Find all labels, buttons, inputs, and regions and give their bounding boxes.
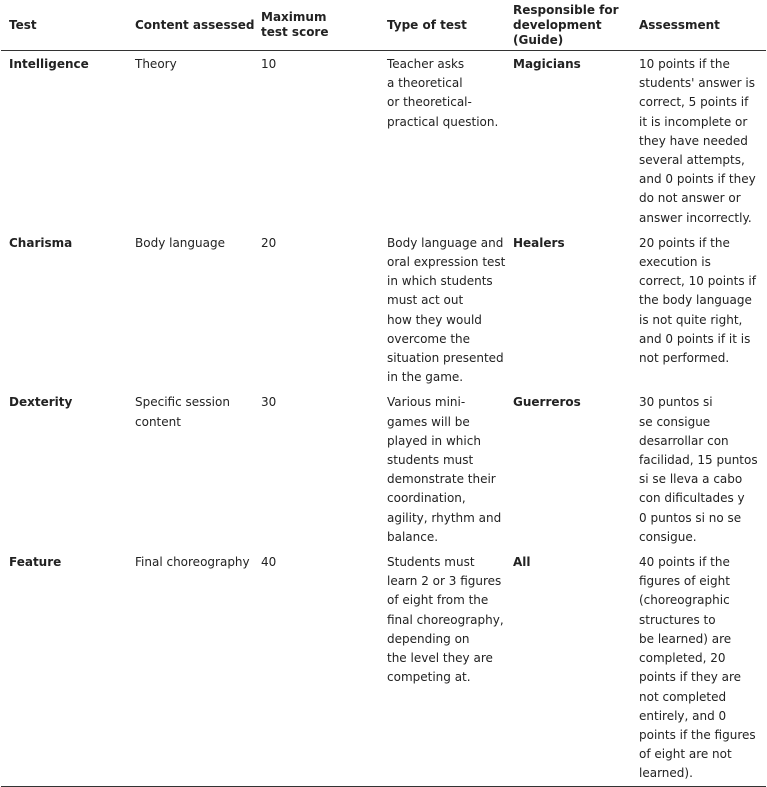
cell-line: overcome the (387, 331, 471, 346)
cell-type-of-test (379, 230, 505, 390)
cell-line: practical question. (387, 114, 499, 129)
header-text-line: development (513, 17, 602, 32)
cell-line: 10 points if the (639, 57, 730, 71)
cell-test: Feature (1, 549, 127, 786)
header-text-line: test score (261, 25, 329, 39)
cell-line: Specific session (135, 395, 230, 410)
cell-line: points if they are (639, 670, 742, 685)
cell-line: (choreographic (639, 593, 730, 608)
cell-line: entirely, and 0 (639, 708, 727, 723)
cell-line: se consigue (639, 414, 711, 429)
cell-line: figures of eight (639, 574, 730, 589)
cell-line: learn 2 or 3 figures (387, 574, 502, 589)
cell-maximum-score: 20 (261, 235, 277, 250)
table-body (1, 51, 766, 787)
assessment-table (1, 2, 766, 787)
cell-content-assessed (127, 230, 253, 390)
cell-line: Theory (135, 57, 177, 71)
cell-maximum-score: 10 (261, 57, 277, 71)
cell-line: of eight from the (387, 593, 489, 608)
cell-type-of-test (379, 389, 505, 549)
cell-line: final choreography, (387, 612, 504, 627)
cell-guide: Guerreros (513, 395, 581, 410)
cell-guide: All (505, 549, 631, 786)
cell-line: execution is (639, 255, 711, 270)
cell-line: Body language and (387, 235, 504, 250)
cell-line: si se lleva a cabo (639, 472, 743, 487)
cell-line: 0 puntos si no se (639, 510, 742, 525)
cell-line: a theoretical (387, 76, 463, 91)
cell-assessment (631, 389, 766, 549)
table-row (1, 51, 766, 230)
cell-line: played in which (387, 433, 481, 448)
table-row (1, 230, 766, 390)
cell-line: several attempts, (639, 153, 745, 168)
cell-line: depending on (387, 631, 470, 646)
cell-line: structures to (639, 612, 716, 627)
cell-line: of eight are not (639, 747, 732, 762)
cell-content-assessed (127, 389, 253, 549)
cell-line: correct, 10 points if (639, 274, 756, 289)
cell-line: or theoretical- (387, 95, 472, 110)
cell-line: desarrollar con (639, 433, 729, 448)
cell-line: correct, 5 points if (639, 95, 749, 110)
cell-line: facilidad, 15 puntos (639, 453, 758, 468)
table-row (1, 389, 766, 549)
cell-line: 20 points if the (639, 235, 730, 250)
header-text-line: Maximum (261, 10, 327, 24)
header-text-line: Type of test (387, 17, 467, 32)
cell-guide: Healers (513, 235, 565, 250)
cell-line: do not answer or (639, 191, 741, 206)
cell-line: balance. (387, 529, 439, 544)
cell-line: students must (387, 453, 474, 468)
cell-line: and 0 points if it is (639, 331, 751, 346)
cell-assessment (631, 230, 766, 390)
cell-maximum-score: 40 (253, 549, 379, 786)
cell-line: must act out (387, 293, 464, 308)
cell-line: Students must (387, 555, 475, 570)
cell-test: Intelligence (9, 57, 89, 71)
cell-assessment (631, 51, 766, 230)
header-content-assessed (127, 2, 253, 51)
cell-line: the level they are (387, 651, 493, 666)
cell-line: be learned) are (639, 631, 732, 646)
cell-line: not performed. (639, 351, 730, 366)
cell-assessment (631, 549, 766, 786)
cell-line: consigue. (639, 529, 697, 544)
cell-line: in which students (387, 274, 493, 289)
cell-line: demonstrate their (387, 472, 496, 487)
cell-line: agility, rhythm and (387, 510, 502, 525)
header-text-line: Content assessed (135, 17, 255, 32)
header-text-line: (Guide) (513, 32, 564, 47)
cell-line: in the game. (387, 370, 464, 385)
header-maximum-score (253, 2, 379, 51)
cell-line: is not quite right, (639, 312, 743, 327)
cell-content-assessed (127, 549, 253, 786)
header-text-line: Responsible for (513, 2, 619, 17)
cell-line: competing at. (387, 670, 471, 685)
header-test (1, 2, 127, 51)
cell-test: Charisma (9, 235, 73, 250)
cell-line: not completed (639, 689, 727, 704)
cell-line: situation presented (387, 351, 504, 366)
cell-line: it is incomplete or (639, 114, 748, 129)
cell-line: completed, 20 (639, 651, 726, 666)
cell-line: 40 points if the (639, 555, 730, 570)
header-responsible-guide (505, 2, 631, 51)
cell-line: coordination, (387, 491, 466, 506)
cell-line: oral expression test (387, 255, 506, 270)
cell-line: con dificultades y (639, 491, 745, 506)
cell-test: Dexterity (9, 395, 73, 410)
cell-line: content (135, 414, 181, 429)
cell-maximum-score: 30 (261, 395, 277, 410)
cell-line: points if the figures (639, 727, 756, 742)
header-text-line: Test (9, 17, 37, 32)
table-row (1, 549, 766, 786)
cell-line: the body language (639, 293, 752, 308)
header-assessment (631, 2, 766, 51)
cell-line: Teacher asks (387, 57, 465, 71)
cell-line: Various mini- (387, 395, 466, 410)
header-type-of-test (379, 2, 505, 51)
cell-line: answer incorrectly. (639, 210, 752, 225)
cell-line: Body language (135, 235, 225, 250)
cell-guide: Magicians (513, 57, 581, 71)
header-row (1, 2, 766, 51)
cell-line: how they would (387, 312, 482, 327)
cell-line: 30 puntos si (639, 395, 713, 410)
header-text-line: Assessment (639, 17, 720, 32)
cell-line: students' answer is (639, 76, 755, 91)
cell-line: and 0 points if they (639, 172, 756, 187)
cell-type-of-test (379, 549, 505, 786)
cell-line: Final choreography (135, 555, 250, 570)
cell-line: they have needed (639, 133, 748, 148)
cell-line: games will be (387, 414, 470, 429)
cell-line: learned). (639, 766, 693, 781)
cell-type-of-test (379, 51, 505, 230)
cell-content-assessed (127, 51, 253, 230)
